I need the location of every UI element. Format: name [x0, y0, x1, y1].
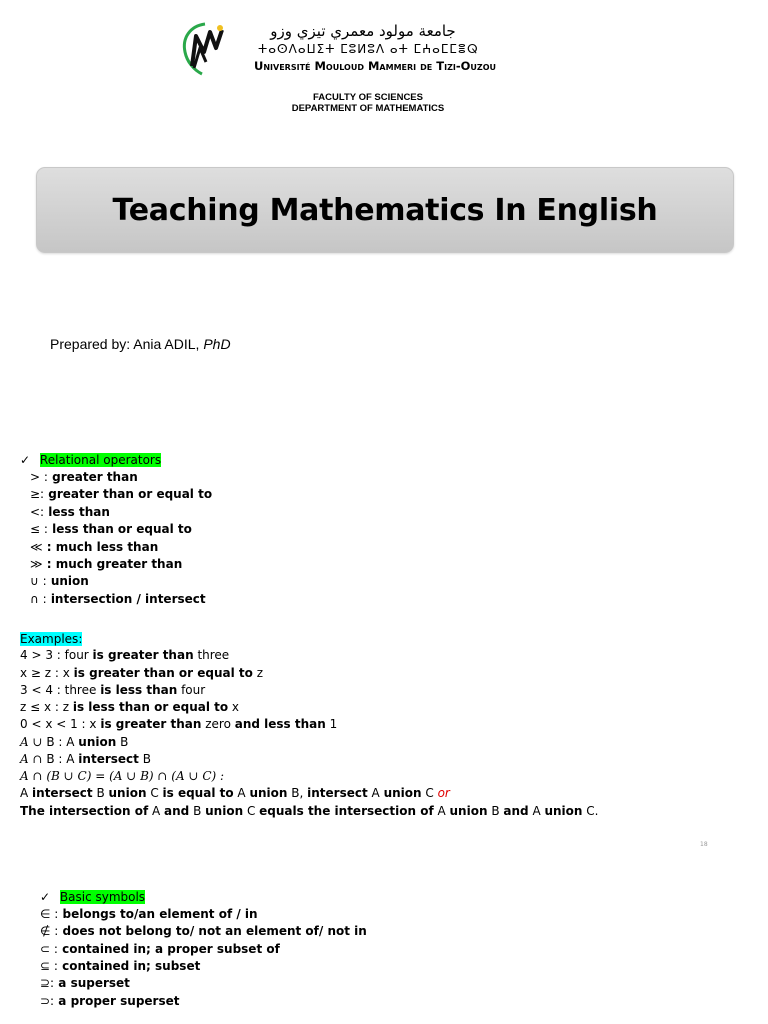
example-text: A — [20, 786, 33, 800]
example-text: 4 > 3 : four — [20, 648, 93, 662]
example-term: union — [544, 804, 583, 818]
example-term: is equal to — [162, 786, 234, 800]
example-or: or — [437, 786, 450, 800]
example-term: The intersection of — [20, 804, 149, 818]
example-text: A — [433, 804, 450, 818]
relational-item — [30, 539, 158, 556]
document-title: Teaching Mathematics In English — [112, 192, 658, 228]
example-term: union — [108, 786, 147, 800]
example-text: C — [146, 786, 163, 800]
example-text: C — [243, 804, 260, 818]
operator-symbol: ∩ : — [30, 592, 47, 606]
university-name-french: Université Mouloud Mammeri de Tizi-Ouzou — [254, 59, 496, 73]
example-text: z ≤ x : z — [20, 700, 73, 714]
example-term: union — [205, 804, 244, 818]
math-expression: A ∩ (B ∪ C) = (A ∪ B) ∩ (A ∪ C) : — [20, 769, 225, 783]
example-term: and less than — [234, 717, 326, 731]
operator-symbol: > : — [30, 470, 48, 484]
example-term: union — [249, 786, 288, 800]
relational-item — [30, 556, 182, 573]
example-text: four — [177, 683, 206, 697]
symbol-description: a proper superset — [54, 994, 180, 1008]
operator-description: : much less than — [42, 540, 159, 554]
basic-item — [40, 906, 258, 923]
symbol-description: belongs to/an element of / in — [58, 907, 258, 921]
example-line — [20, 716, 337, 733]
example-term: is greater than — [92, 648, 194, 662]
operator-description: less than or equal to — [47, 522, 192, 536]
example-text: B : A — [46, 752, 79, 766]
operator-symbol: ≪ — [30, 540, 43, 554]
example-text: 3 < 4 : three — [20, 683, 101, 697]
basic-item — [40, 941, 280, 958]
example-text: B — [116, 735, 129, 749]
example-text: C — [421, 786, 438, 800]
example-text: x — [228, 700, 240, 714]
symbol: ⊇: — [40, 976, 55, 990]
operator-symbol: ∪ : — [30, 574, 47, 588]
example-text: z — [252, 666, 264, 680]
example-line — [20, 785, 450, 802]
title-banner — [36, 167, 734, 253]
example-line — [20, 768, 224, 785]
example-line — [20, 682, 205, 699]
symbol: ⊃: — [40, 994, 55, 1008]
examples-heading — [20, 631, 82, 648]
symbol-description: contained in; a proper subset of — [57, 942, 280, 956]
example-term: and — [164, 804, 190, 818]
example-text: A — [233, 786, 250, 800]
example-text: A — [528, 804, 545, 818]
example-text: B, — [287, 786, 308, 800]
relational-item — [30, 573, 89, 590]
example-line — [20, 734, 128, 751]
example-term: intersect — [78, 752, 139, 766]
check-icon: ✓ — [20, 453, 31, 467]
basic-item — [40, 993, 180, 1010]
operator-symbol: <: — [30, 505, 45, 519]
operator-symbol: ≫ — [30, 557, 43, 571]
example-text: three — [193, 648, 230, 662]
department-label: DEPARTMENT OF MATHEMATICS — [291, 103, 445, 114]
example-term: equals the intersection of — [259, 804, 434, 818]
symbol: ∉ : — [40, 924, 59, 938]
examples-heading-text: Examples: — [20, 632, 83, 646]
example-term: union — [78, 735, 117, 749]
example-text: A — [148, 804, 165, 818]
symbol-description: a superset — [54, 976, 130, 990]
symbol: ⊆ : — [40, 959, 58, 973]
example-line — [20, 699, 239, 716]
university-name-tifinagh: ⵜⴰⵙⴷⴰⵡⵉⵜ ⵎⵓⵍⵓⴷ ⴰⵜ ⵎⵄⴰⵎⵎⴻⵕ — [258, 42, 479, 56]
basic-heading-line — [40, 889, 145, 906]
relational-item — [30, 486, 212, 503]
math-expression: A ∩ — [20, 752, 47, 766]
operator-description: union — [46, 574, 89, 588]
example-term: is greater than — [100, 717, 202, 731]
operator-symbol: ≥: — [30, 487, 45, 501]
example-text: B : A — [46, 735, 79, 749]
university-logo — [180, 22, 230, 76]
relational-item — [30, 591, 206, 608]
operator-description: greater than — [47, 470, 138, 484]
operator-description: : much greater than — [42, 557, 183, 571]
relational-item — [30, 521, 192, 538]
example-term: is greater than or equal to — [73, 666, 253, 680]
page-number: 18 — [700, 841, 708, 848]
operator-symbol: ≤ : — [30, 522, 48, 536]
basic-item — [40, 923, 367, 940]
relational-heading: Relational operators — [39, 453, 162, 467]
operator-description: less than — [44, 505, 110, 519]
example-term: union — [449, 804, 488, 818]
example-line — [20, 665, 263, 682]
example-text: B — [189, 804, 206, 818]
example-line — [20, 647, 229, 664]
prepared-label: Prepared by: Ania ADIL, — [50, 336, 204, 352]
relational-item — [30, 504, 110, 521]
symbol: ∈ : — [40, 907, 59, 921]
operator-description: greater than or equal to — [44, 487, 213, 501]
relational-item — [30, 469, 138, 486]
example-text: 1 — [325, 717, 338, 731]
example-term: is less than — [100, 683, 178, 697]
example-text: A — [367, 786, 384, 800]
example-text: zero — [201, 717, 235, 731]
relational-heading-line — [20, 452, 161, 469]
university-name-arabic: جامعة مولود معمري تيزي وزو — [270, 22, 456, 40]
example-term: intersect — [32, 786, 93, 800]
example-term: is less than or equal to — [72, 700, 229, 714]
example-text: C. — [582, 804, 599, 818]
example-text: B — [487, 804, 504, 818]
example-text: x ≥ z : x — [20, 666, 74, 680]
symbol-description: contained in; subset — [57, 959, 201, 973]
example-line — [20, 751, 151, 768]
example-text: B — [92, 786, 109, 800]
math-expression: A ∪ — [20, 735, 47, 749]
operator-description: intersection / intersect — [46, 592, 206, 606]
example-text: B — [138, 752, 151, 766]
example-line — [20, 803, 598, 820]
symbol-description: does not belong to/ not an element of/ not in — [58, 924, 367, 938]
prepared-degree: PhD — [203, 336, 231, 352]
faculty-label: FACULTY OF SCIENCES — [313, 92, 423, 103]
symbol: ⊂ : — [40, 942, 58, 956]
prepared-by — [50, 336, 231, 352]
basic-heading: Basic symbols — [59, 890, 146, 904]
basic-item — [40, 958, 200, 975]
example-term: union — [383, 786, 422, 800]
example-term: and — [503, 804, 529, 818]
check-icon: ✓ — [40, 890, 51, 904]
example-term: intersect — [307, 786, 368, 800]
basic-item — [40, 975, 130, 992]
example-text: 0 < x < 1 : x — [20, 717, 101, 731]
